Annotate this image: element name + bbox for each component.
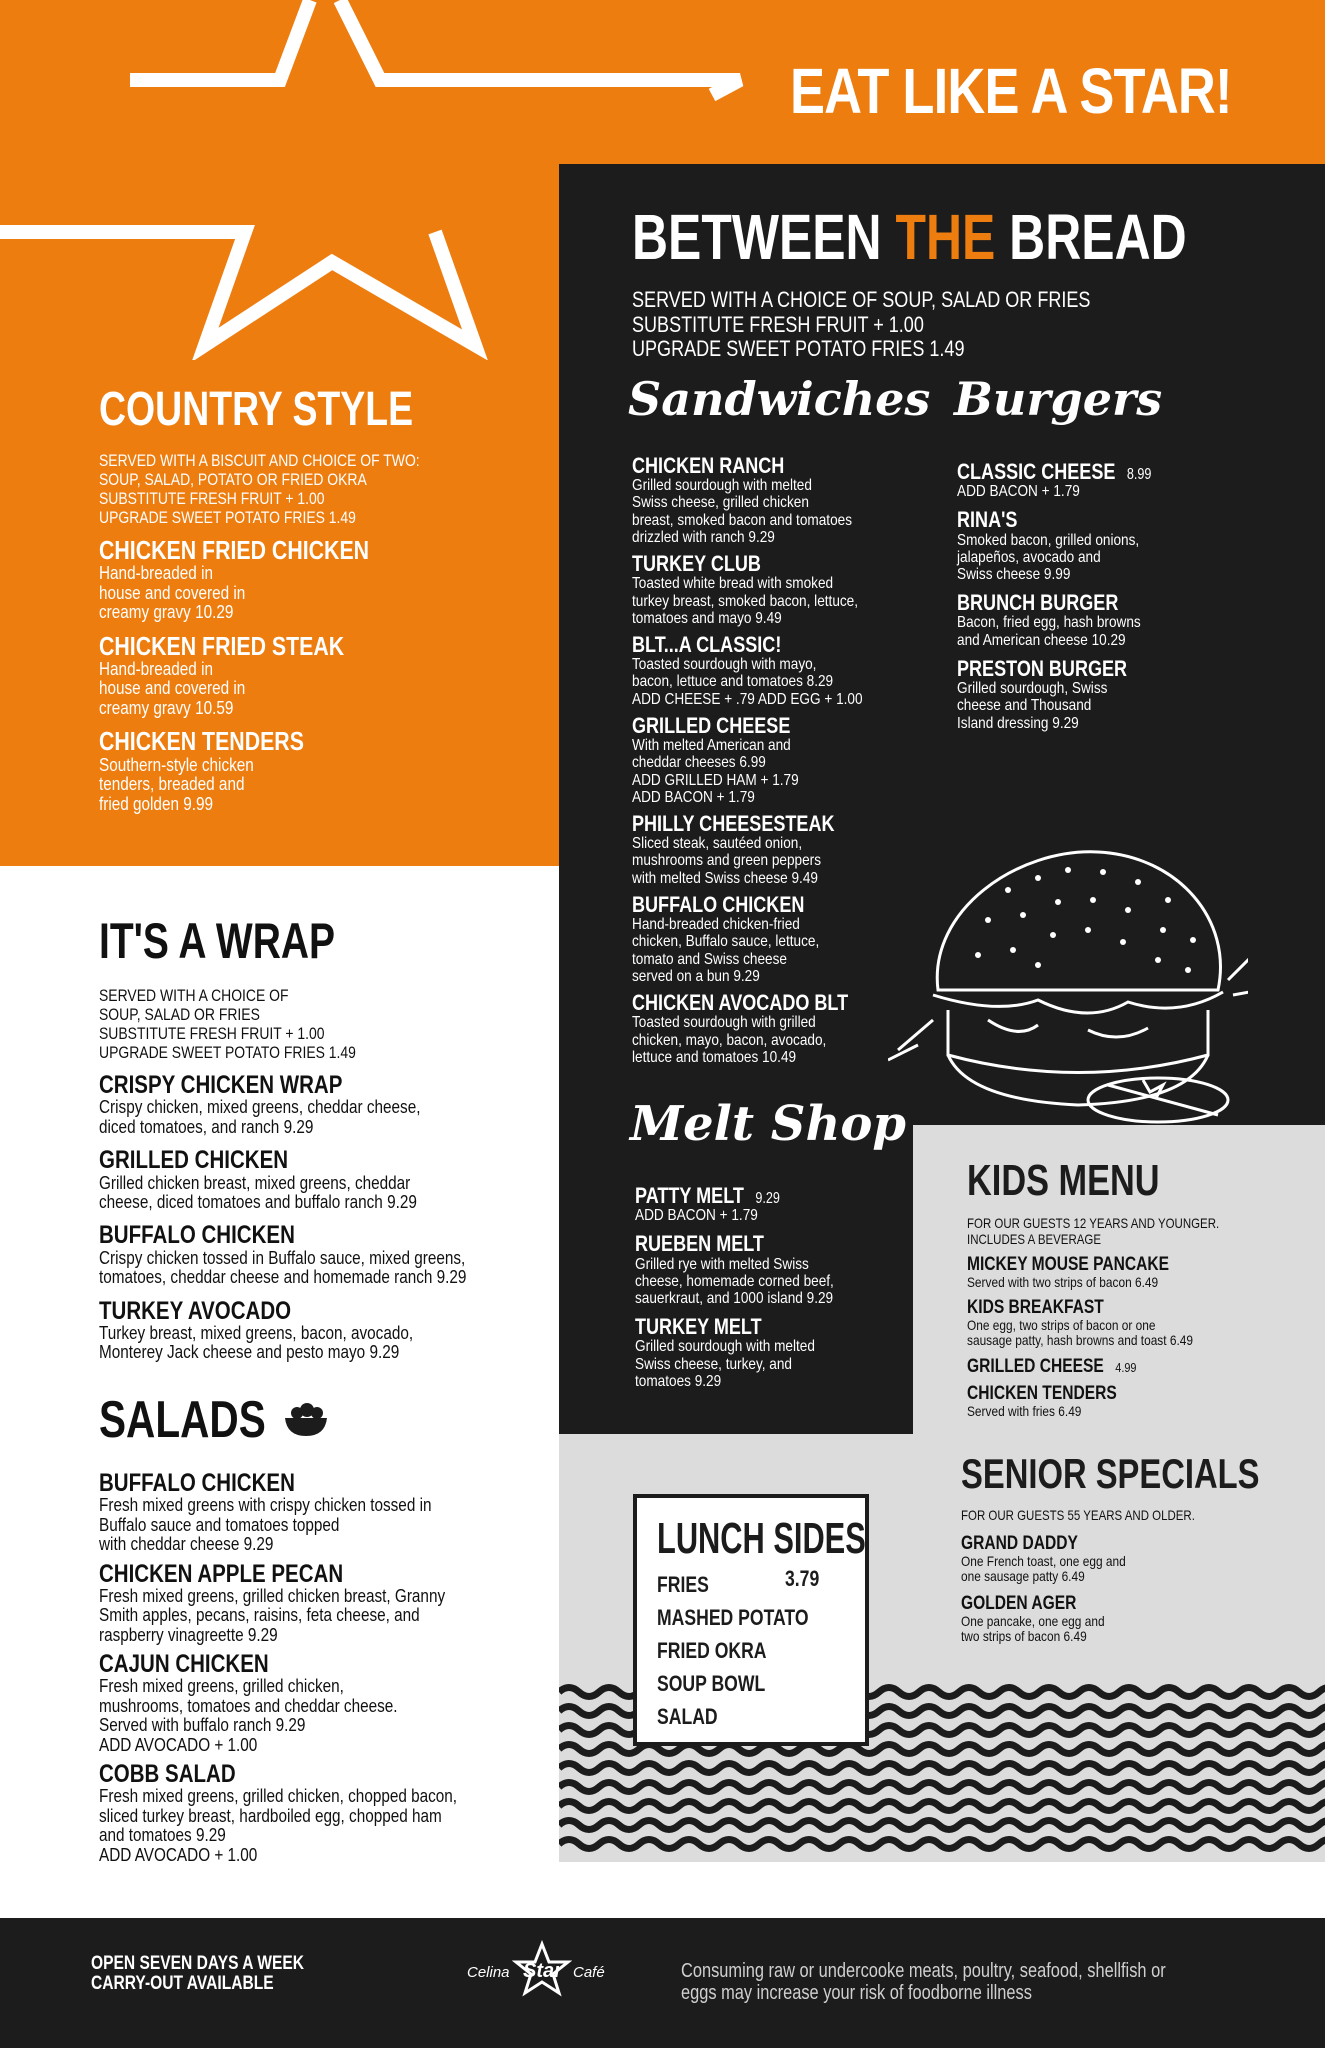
- senior-specials-list: [961, 1508, 1291, 1644]
- menu-item: [961, 1594, 1291, 1644]
- menu-item-desc: Swiss cheese 9.99: [957, 566, 1071, 584]
- lunch-side-item: SALAD: [657, 1704, 718, 1729]
- menu-item-desc: Fresh mixed greens, grilled chicken, chopped bacon,: [99, 1786, 458, 1807]
- menu-item: [967, 1298, 1297, 1348]
- menu-item-desc: Crispy chicken, mixed greens, cheddar cheese,: [99, 1097, 421, 1118]
- menu-item-desc: Grilled sourdough with melted: [635, 1338, 815, 1356]
- menu-item-name: [99, 1761, 460, 1787]
- menu-item-name: [957, 460, 1170, 483]
- menu-item: [99, 630, 539, 719]
- menu-item: [957, 591, 1217, 649]
- menu-item-title: CHICKEN TENDERS: [99, 726, 304, 757]
- menu-item-title: BLT...A CLASSIC!: [632, 632, 782, 658]
- menu-item-desc: tenders, breaded and: [99, 774, 245, 795]
- menu-item-desc: Grilled sourdough with melted: [632, 477, 812, 495]
- menu-item-desc: Fresh mixed greens, grilled chicken breast, Granny: [99, 1585, 446, 1606]
- menu-item-desc: Fresh mixed greens, grilled chicken,: [99, 1676, 344, 1697]
- menu-item-name: [99, 1072, 460, 1098]
- menu-item-title: TURKEY CLUB: [632, 551, 761, 577]
- country-notes: [99, 451, 539, 527]
- menu-item-desc: lettuce and tomatoes 10.49: [632, 1048, 797, 1066]
- menu-item-title: CHICKEN FRIED STEAK: [99, 630, 345, 661]
- menu-item-title: TURKEY AVOCADO: [99, 1296, 292, 1325]
- menu-item-title: RINA'S: [957, 507, 1018, 533]
- menu-item-name: [99, 1298, 460, 1324]
- menu-item-name: [99, 1147, 460, 1173]
- menu-item-name: [635, 1315, 848, 1338]
- menu-item-desc: Grilled rye with melted Swiss: [635, 1255, 809, 1273]
- country-style-section: [99, 382, 539, 814]
- menu-item: [967, 1384, 1297, 1419]
- menu-item-title: BUFFALO CHICKEN: [632, 891, 805, 917]
- menu-item-name: [632, 991, 862, 1014]
- salads-title: SALADS: [99, 1391, 266, 1449]
- menu-item-name: [632, 812, 862, 835]
- menu-item-desc: chicken, mayo, bacon, avocado,: [632, 1031, 827, 1049]
- senior-specials-title: SENIOR SPECIALS: [961, 1450, 1260, 1497]
- lunch-side-item: MASHED POTATO: [657, 1605, 809, 1630]
- menu-item-desc: Hand-breaded in: [99, 659, 213, 680]
- menu-item-desc: Served with buffalo ranch 9.29: [99, 1715, 306, 1736]
- menu-item-price: 8.99: [1126, 466, 1152, 483]
- burgers-heading: Burgers: [954, 372, 1163, 426]
- menu-item: [632, 552, 912, 627]
- wave-line: [559, 1764, 1325, 1773]
- menu-item-desc: Hand-breaded chicken-fried: [632, 916, 800, 934]
- section-note: SOUP, SALAD OR FRIES: [99, 1005, 260, 1025]
- menu-item-title: GRILLED CHICKEN: [99, 1146, 289, 1175]
- burger-illustration-icon: [888, 830, 1248, 1130]
- menu-item-desc: Grilled sourdough, Swiss: [957, 680, 1108, 698]
- menu-item: [99, 1222, 539, 1287]
- menu-item-title: CHICKEN RANCH: [632, 453, 785, 478]
- wrap-title: IT'S A WRAP: [99, 913, 336, 969]
- hero-title: EAT LIKE A STAR!: [790, 55, 1232, 127]
- celina-star-cafe-logo: Celina Star Café: [467, 1940, 617, 2000]
- menu-item-name: [961, 1594, 1232, 1614]
- menu-item-desc: One pancake, one egg and: [961, 1612, 1105, 1629]
- menu-item-desc: tomatoes, cheddar cheese and homemade ranch 9.29: [99, 1267, 467, 1288]
- wave-line: [559, 1802, 1325, 1811]
- menu-item-title: TURKEY MELT: [635, 1314, 762, 1340]
- footer-hours: OPEN SEVEN DAYS A WEEK CARRY-OUT AVAILABLE: [91, 1953, 304, 1994]
- menu-item-title: GRILLED CHEESE: [632, 712, 791, 738]
- section-note: SUBSTITUTE FRESH FRUIT + 1.00: [99, 1024, 325, 1044]
- menu-item: [99, 1651, 539, 1755]
- menu-item-desc: tomato and Swiss cheese: [632, 950, 787, 968]
- bread-title: BETWEEN THE BREAD: [632, 201, 1187, 273]
- menu-item-desc: cheese, homemade corned beef,: [635, 1272, 834, 1290]
- wave-line: [559, 1821, 1325, 1830]
- menu-item-name: [967, 1298, 1238, 1318]
- menu-item-desc: drizzled with ranch 9.29: [632, 528, 775, 546]
- menu-item-desc: One egg, two strips of bacon or one: [967, 1317, 1156, 1334]
- menu-item-desc: ADD BACON + 1.79: [957, 483, 1080, 501]
- menu-item-desc: creamy gravy 10.29: [99, 602, 234, 623]
- menu-item-desc: Sliced steak, sautéed onion,: [632, 835, 803, 853]
- menu-item: [632, 893, 912, 985]
- section-note: SOUP, SALAD, POTATO OR FRIED OKRA: [99, 470, 367, 490]
- menu-item: [632, 812, 912, 887]
- menu-item-desc: sliced turkey breast, hardboiled egg, chopped ham: [99, 1805, 442, 1826]
- menu-item-desc: Hand-breaded in: [99, 563, 213, 584]
- menu-item: [632, 633, 912, 708]
- bread-notes: [632, 288, 1191, 362]
- menu-item-desc: ADD AVOCADO + 1.00: [99, 1734, 258, 1755]
- menu-item: [99, 728, 539, 814]
- menu-item-desc: tomatoes and mayo 9.49: [632, 609, 782, 627]
- menu-item-desc: with cheddar cheese 9.29: [99, 1534, 274, 1555]
- menu-item-title: CHICKEN AVOCADO BLT: [632, 990, 849, 1016]
- menu-item-name: [99, 537, 460, 564]
- menu-item-desc: Grilled chicken breast, mixed greens, cheddar: [99, 1172, 411, 1193]
- melt-list: [635, 1176, 895, 1390]
- menu-item: [632, 991, 912, 1066]
- menu-item-title: PHILLY CHEESESTEAK: [632, 811, 835, 837]
- menu-item-desc: ADD BACON + 1.79: [632, 788, 755, 806]
- menu-item-name: [632, 714, 862, 737]
- menu-item: [99, 1147, 539, 1212]
- menu-item-title: CAJUN CHICKEN: [99, 1650, 269, 1679]
- menu-item-desc: Buffalo sauce and tomatoes topped: [99, 1514, 340, 1535]
- menu-item-desc: Served with fries 6.49: [967, 1403, 1082, 1420]
- menu-item: [967, 1357, 1297, 1377]
- menu-item-desc: Swiss cheese, turkey, and: [635, 1355, 792, 1373]
- menu-item-desc: Island dressing 9.29: [957, 714, 1079, 732]
- menu-item-title: BUFFALO CHICKEN: [99, 1469, 295, 1497]
- menu-item: [635, 1184, 895, 1224]
- menu-item-title: CLASSIC CHEESE: [957, 459, 1116, 484]
- menu-item-desc: chicken, Buffalo sauce, lettuce,: [632, 933, 820, 951]
- menu-item-desc: and tomatoes 9.29: [99, 1825, 226, 1846]
- menu-item-desc: and American cheese 10.29: [957, 631, 1126, 649]
- menu-item-desc: jalapeños, avocado and: [957, 548, 1101, 566]
- menu-item-title: PATTY MELT: [635, 1183, 744, 1208]
- menu-item-name: [635, 1184, 848, 1207]
- menu-item-title: BUFFALO CHICKEN: [99, 1221, 295, 1250]
- section-note: UPGRADE SWEET POTATO FRIES 1.49: [99, 1043, 356, 1063]
- menu-item-desc: breast, smoked bacon and tomatoes: [632, 511, 853, 529]
- menu-item-desc: creamy gravy 10.59: [99, 697, 234, 718]
- menu-item: [99, 537, 539, 623]
- menu-item-desc: Toasted sourdough with grilled: [632, 1014, 816, 1032]
- menu-item: [99, 1470, 539, 1555]
- menu-item: [632, 454, 912, 546]
- menu-item-desc: Smith apples, pecans, raisins, feta cheese, and: [99, 1605, 420, 1626]
- menu-item-name: [99, 728, 460, 755]
- menu-item-desc: house and covered in: [99, 678, 246, 699]
- section-note: INCLUDES A BEVERAGE: [967, 1230, 1101, 1247]
- menu-item-title: CRISPY CHICKEN WRAP: [99, 1071, 343, 1100]
- menu-item-desc: With melted American and: [632, 737, 791, 755]
- lunch-sides-list: [657, 1568, 846, 1733]
- salad-bowl-icon: [283, 1402, 329, 1438]
- menu-item-desc: Monterey Jack cheese and pesto mayo 9.29: [99, 1342, 400, 1363]
- menu-item-desc: tomatoes 9.29: [635, 1372, 722, 1390]
- menu-item-desc: cheese and Thousand: [957, 697, 1092, 715]
- menu-item: [957, 460, 1217, 500]
- menu-item: [957, 508, 1217, 583]
- menu-item-name: [957, 591, 1170, 614]
- menu-item-desc: Toasted sourdough with mayo,: [632, 656, 817, 674]
- menu-item-desc: with melted Swiss cheese 9.49: [632, 869, 818, 887]
- section-note: FOR OUR GUESTS 12 YEARS AND YOUNGER.: [967, 1215, 1220, 1231]
- wrap-notes: [99, 986, 539, 1062]
- menu-item: [957, 657, 1217, 732]
- section-note: UPGRADE SWEET POTATO FRIES 1.49: [632, 336, 965, 362]
- menu-item-name: [632, 454, 862, 477]
- menu-item-desc: mushrooms, tomatoes and cheddar cheese.: [99, 1695, 398, 1716]
- menu-item: [967, 1255, 1297, 1290]
- menu-item-price: 9.29: [755, 1190, 780, 1207]
- menu-item-name: [99, 1222, 460, 1248]
- menu-item-name: [99, 1470, 460, 1496]
- menu-item-desc: Southern-style chicken: [99, 754, 254, 775]
- menu-item-title: PRESTON BURGER: [957, 655, 1128, 681]
- kids-menu-title: KIDS MENU: [967, 1156, 1160, 1205]
- country-style-title: COUNTRY STYLE: [99, 383, 414, 436]
- kids-menu-list: [967, 1216, 1297, 1420]
- menu-item-desc: Bacon, fried egg, hash browns: [957, 614, 1141, 632]
- lunch-sides-title: LUNCH SIDES: [657, 1514, 866, 1563]
- lunch-sides-price: 3.79: [785, 1566, 820, 1591]
- wrap-section: [99, 912, 539, 1363]
- menu-item-title: CHICKEN APPLE PECAN: [99, 1559, 344, 1588]
- footer-disclaimer: Consuming raw or undercooke meats, poultry, seafood, shellfish or eggs may increase your risk of foodborne illness: [681, 1960, 1166, 2005]
- menu-item-desc: Served with two strips of bacon 6.49: [967, 1274, 1159, 1291]
- menu-item-desc: sausage patty, hash browns and toast 6.49: [967, 1332, 1194, 1349]
- menu-item-title: GRILLED CHEESE: [967, 1355, 1104, 1377]
- menu-item-price: 4.99: [1115, 1359, 1137, 1375]
- menu-item-title: GOLDEN AGER: [961, 1592, 1077, 1614]
- menu-item-title: GRAND DADDY: [961, 1532, 1078, 1554]
- menu-item: [99, 1561, 539, 1646]
- menu-item-desc: served on a bun 9.29: [632, 967, 760, 985]
- menu-item-desc: one sausage patty 6.49: [961, 1567, 1085, 1584]
- section-note: SERVED WITH A CHOICE OF SOUP, SALAD OR FRIES: [632, 287, 1091, 312]
- menu-item-desc: fried golden 9.99: [99, 793, 213, 814]
- section-note: SUBSTITUTE FRESH FRUIT + 1.00: [99, 489, 325, 509]
- sandwiches-heading: Sandwiches: [628, 372, 931, 426]
- menu-item-desc: ADD GRILLED HAM + 1.79: [632, 771, 799, 789]
- menu-item: [99, 1761, 539, 1865]
- menu-item: [632, 714, 912, 806]
- menu-item: [635, 1315, 895, 1390]
- menu-item-desc: sauerkraut, and 1000 island 9.29: [635, 1290, 834, 1308]
- salads-section: [99, 1390, 539, 1865]
- menu-item-desc: diced tomatoes, and ranch 9.29: [99, 1116, 314, 1137]
- menu-item-title: KIDS BREAKFAST: [967, 1297, 1104, 1319]
- section-note: SERVED WITH A CHOICE OF: [99, 986, 289, 1005]
- section-note: UPGRADE SWEET POTATO FRIES 1.49: [99, 508, 356, 528]
- lunch-side-item: SOUP BOWL: [657, 1671, 766, 1696]
- menu-item-name: [632, 552, 862, 575]
- menu-item-desc: ADD AVOCADO + 1.00: [99, 1844, 258, 1865]
- melt-shop-heading: Melt Shop: [630, 1096, 906, 1152]
- menu-item: [99, 1298, 539, 1363]
- section-note: SUBSTITUTE FRESH FRUIT + 1.00: [632, 311, 924, 337]
- menu-item-name: [632, 893, 862, 916]
- section-note: SERVED WITH A BISCUIT AND CHOICE OF TWO:: [99, 451, 420, 470]
- menu-item-desc: raspberry vinagreette 9.29: [99, 1624, 278, 1645]
- menu-item-name: [632, 633, 862, 656]
- salads-title-row: [99, 1390, 539, 1450]
- menu-item: [635, 1232, 895, 1307]
- menu-item-name: [99, 630, 460, 661]
- menu-item: [961, 1534, 1291, 1584]
- menu-item-name: [967, 1384, 1238, 1404]
- menu-item-desc: Crispy chicken tossed in Buffalo sauce, mixed greens,: [99, 1247, 466, 1268]
- country-items: [99, 537, 539, 814]
- menu-item-desc: ADD BACON + 1.79: [635, 1207, 758, 1225]
- menu-item-title: CHICKEN TENDERS: [967, 1383, 1117, 1405]
- menu-item-name: [961, 1534, 1232, 1554]
- menu-item-desc: cheddar cheeses 6.99: [632, 754, 766, 772]
- lunch-side-item: FRIED OKRA: [657, 1638, 767, 1663]
- menu-item-name: [99, 1561, 460, 1587]
- menu-item-name: [635, 1232, 848, 1255]
- menu-item-desc: cheese, diced tomatoes and buffalo ranch 9.29: [99, 1191, 417, 1212]
- menu-item-name: [967, 1357, 1238, 1377]
- section-note: FOR OUR GUESTS 55 YEARS AND OLDER.: [961, 1507, 1195, 1523]
- menu-item-desc: turkey breast, smoked bacon, lettuce,: [632, 592, 859, 610]
- menu-item-title: COBB SALAD: [99, 1760, 236, 1789]
- menu-item-desc: two strips of bacon 6.49: [961, 1627, 1087, 1644]
- lunch-side-item: FRIES: [657, 1572, 709, 1597]
- burgers-list: [957, 452, 1217, 732]
- menu-item-title: RUEBEN MELT: [635, 1231, 764, 1257]
- menu-item-desc: Smoked bacon, grilled onions,: [957, 531, 1140, 549]
- menu-item-desc: Swiss cheese, grilled chicken: [632, 494, 809, 512]
- wave-line: [559, 1840, 1325, 1849]
- menu-item-title: MICKEY MOUSE PANCAKE: [967, 1254, 1169, 1276]
- menu-item-title: CHICKEN FRIED CHICKEN: [99, 535, 370, 566]
- menu-item-desc: ADD CHEESE + .79 ADD EGG + 1.00: [632, 690, 863, 708]
- sandwiches-list: [632, 448, 912, 1066]
- menu-item-desc: One French toast, one egg and: [961, 1552, 1126, 1569]
- menu-item-desc: Fresh mixed greens with crispy chicken tossed in: [99, 1495, 432, 1516]
- menu-item-name: [967, 1255, 1238, 1275]
- menu-item-desc: Toasted white bread with smoked: [632, 575, 834, 593]
- menu-item-desc: bacon, lettuce and tomatoes 8.29: [632, 673, 834, 691]
- menu-item: [99, 1072, 539, 1137]
- wave-line: [559, 1783, 1325, 1792]
- menu-item-name: [957, 657, 1170, 680]
- menu-item-desc: house and covered in: [99, 582, 246, 603]
- menu-item-desc: mushrooms and green peppers: [632, 852, 822, 870]
- menu-item-name: [957, 508, 1170, 531]
- menu-item-desc: Turkey breast, mixed greens, bacon, avocado,: [99, 1322, 414, 1343]
- lunch-sides-box: [633, 1494, 869, 1746]
- menu-item-title: BRUNCH BURGER: [957, 590, 1119, 616]
- menu-item-name: [99, 1651, 460, 1677]
